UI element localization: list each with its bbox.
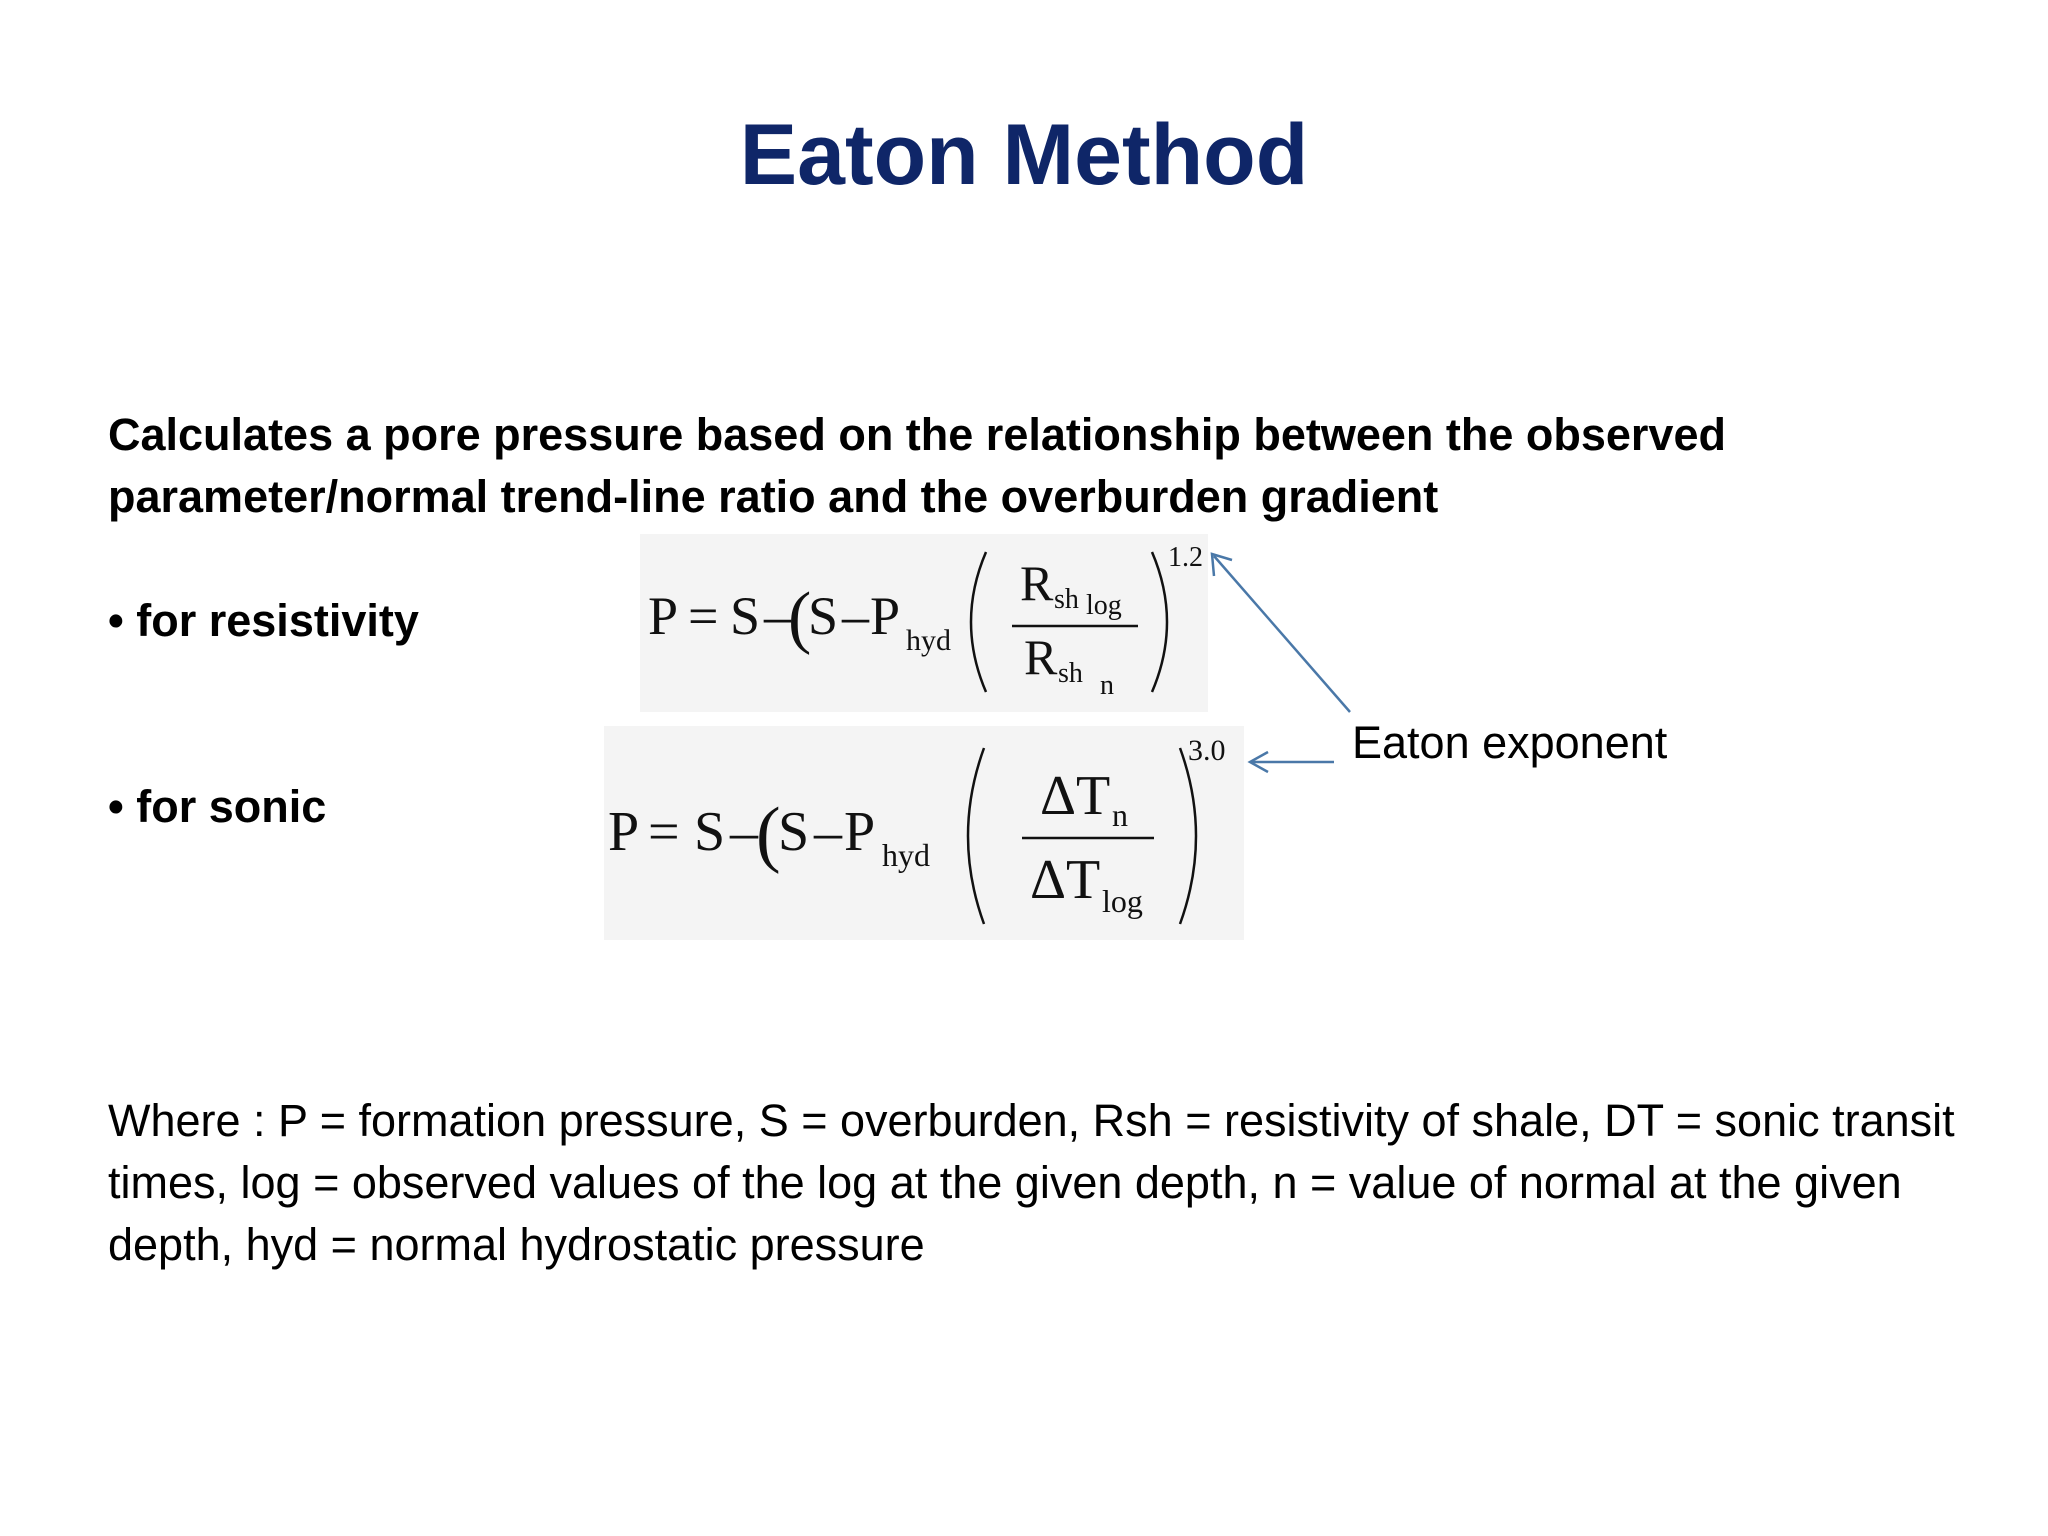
formula-minus: – xyxy=(842,586,869,646)
eaton-exponent-value: 1.2 xyxy=(1168,542,1203,573)
resistivity-formula-svg xyxy=(640,534,1208,712)
numerator-main: ΔT xyxy=(1040,765,1111,827)
intro-text: Calculates a pore pressure based on the relationship between the observed parameter/normal trend-line ratio and the overburden gradient xyxy=(108,409,1726,522)
sonic-formula-svg xyxy=(604,726,1244,940)
denominator-sub: log xyxy=(1102,883,1143,919)
denominator-sub: sh xyxy=(1058,658,1083,689)
arrowhead-sonic xyxy=(1250,752,1268,772)
formula-p-subscript: hyd xyxy=(882,837,930,873)
big-right-paren xyxy=(1152,552,1167,692)
arrow-to-resistivity-exponent xyxy=(1214,556,1350,712)
eaton-exponent-value: 3.0 xyxy=(1188,734,1226,767)
formula-lhs: P xyxy=(648,586,679,646)
formula-lhs: P xyxy=(608,801,640,863)
denominator-subsub: n xyxy=(1100,670,1114,701)
numerator-sub: sh xyxy=(1054,584,1079,615)
numerator-main: R xyxy=(1020,555,1054,611)
denominator-main: ΔT xyxy=(1030,849,1101,911)
bullet-resistivity: • for resistivity xyxy=(108,595,419,646)
formula-open-paren: ( xyxy=(788,579,812,656)
formula-equals: = xyxy=(688,586,719,646)
formula-p: P xyxy=(844,801,876,863)
numerator-subsub: log xyxy=(1086,590,1122,621)
big-left-paren xyxy=(968,748,984,924)
formula-p: P xyxy=(870,586,901,646)
formula-minus: – xyxy=(764,586,791,646)
eaton-exponent-label: Eaton exponent xyxy=(1352,717,1668,768)
where-definitions: Where : P = formation pressure, S = overburden, Rsh = resistivity of shale, DT = sonic transit times, log = observed values of the log at the given depth, n = value of normal at the given depth, hyd = normal hydrostatic pressure xyxy=(108,1095,1955,1270)
formula-s: S xyxy=(808,586,839,646)
big-left-paren xyxy=(971,552,986,692)
formula-equals: = xyxy=(648,801,680,863)
formula-s: S xyxy=(730,586,761,646)
formula-minus: – xyxy=(730,801,758,863)
arrowhead-resistivity xyxy=(1212,554,1232,576)
formula-open-paren: ( xyxy=(756,793,781,875)
formula-minus: – xyxy=(814,801,842,863)
formula-s: S xyxy=(694,801,726,863)
sonic-formula xyxy=(604,726,1244,940)
denominator-main: R xyxy=(1024,629,1058,685)
formula-s: S xyxy=(778,801,810,863)
numerator-sub: n xyxy=(1112,797,1128,833)
slide-title: Eaton Method xyxy=(739,107,1309,203)
big-right-paren xyxy=(1180,748,1196,924)
bullet-sonic: • for sonic xyxy=(108,781,327,832)
resistivity-formula xyxy=(640,534,1208,712)
formula-p-subscript: hyd xyxy=(906,624,951,657)
